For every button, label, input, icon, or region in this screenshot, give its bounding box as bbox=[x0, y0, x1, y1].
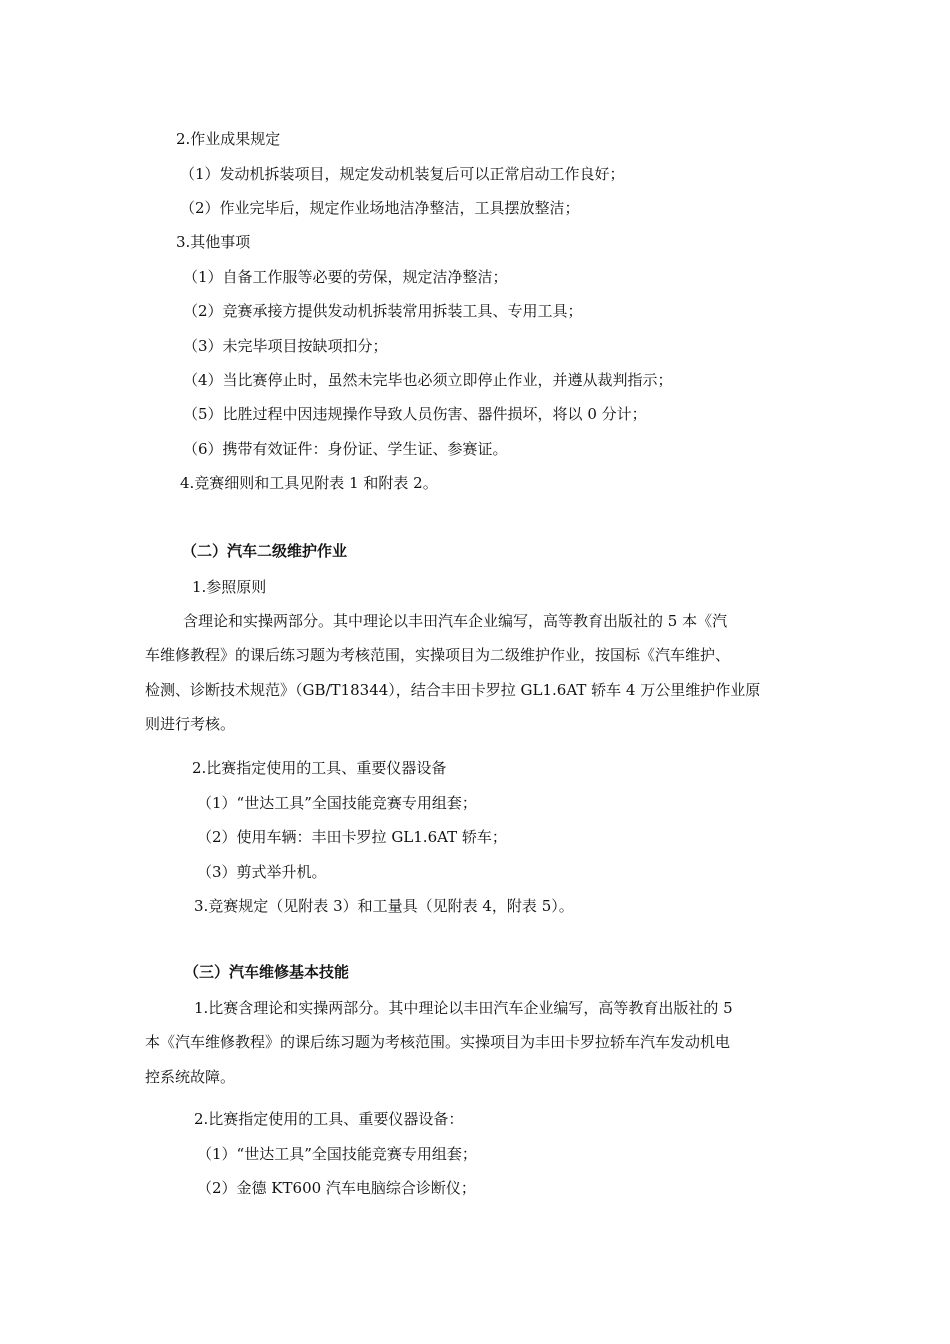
list-item: （6）携带有效证件：身份证、学生证、参赛证。 bbox=[183, 440, 508, 458]
item-title: 2.比赛指定使用的工具、重要仪器设备： bbox=[194, 1110, 464, 1128]
list-item: （2）作业完毕后，规定作业场地洁净整洁，工具摆放整洁； bbox=[180, 199, 580, 217]
list-item: （1）发动机拆装项目，规定发动机装复后可以正常启动工作良好； bbox=[180, 165, 625, 183]
item-title: 1.参照原则 bbox=[192, 578, 267, 596]
paragraph-line: 控系统故障。 bbox=[145, 1068, 236, 1086]
section-heading: （二）汽车二级维护作业 bbox=[182, 542, 348, 560]
paragraph-line: 本《汽车维修教程》的课后练习题为考核范围。实操项目为丰田卡罗拉轿车汽车发动机电 bbox=[145, 1033, 731, 1051]
list-item: （5）比胜过程中因违规操作导致人员伤害、器件损坏，将以 0 分计； bbox=[183, 405, 647, 423]
paragraph-line: 则进行考核。 bbox=[145, 715, 236, 733]
paragraph-line: 检测、诊断技术规范》（GB/T18344），结合丰田卡罗拉 GL1.6AT 轿车 4 万公里维护作业原 bbox=[145, 681, 761, 699]
list-item: （1）“世达工具”全国技能竞赛专用组套； bbox=[197, 1145, 477, 1163]
list-item: （4）当比赛停止时，虽然未完毕也必须立即停止作业，并遵从裁判指示； bbox=[183, 371, 673, 389]
list-item: （2）使用车辆：丰田卡罗拉 GL1.6AT 轿车； bbox=[197, 828, 507, 846]
item-text: 4.竞赛细则和工具见附表 1 和附表 2。 bbox=[180, 474, 438, 492]
item-title: 3.其他事项 bbox=[176, 233, 251, 251]
paragraph-line: 车维修教程》的课后练习题为考核范围，实操项目为二级维护作业，按国标《汽车维护、 bbox=[145, 646, 731, 664]
list-item: （1）自备工作服等必要的劳保，规定洁净整洁； bbox=[183, 268, 508, 286]
list-item: （3）剪式举升机。 bbox=[197, 863, 327, 881]
item-title: 2.作业成果规定 bbox=[176, 130, 281, 148]
item-text: 3.竞赛规定（见附表 3）和工量具（见附表 4，附表 5）。 bbox=[194, 897, 574, 915]
list-item: （1）“世达工具”全国技能竞赛专用组套； bbox=[197, 794, 477, 812]
list-item: （2）金德 KT600 汽车电脑综合诊断仪； bbox=[197, 1179, 476, 1197]
section-heading: （三）汽车维修基本技能 bbox=[184, 963, 350, 981]
paragraph-line: 1.比赛含理论和实操两部分。其中理论以丰田汽车企业编写，高等教育出版社的 5 bbox=[194, 999, 733, 1017]
item-title: 2.比赛指定使用的工具、重要仪器设备 bbox=[192, 759, 447, 777]
list-item: （3）未完毕项目按缺项扣分； bbox=[183, 337, 388, 355]
paragraph-line: 含理论和实操两部分。其中理论以丰田汽车企业编写，高等教育出版社的 5 本《汽 bbox=[183, 612, 728, 630]
list-item: （2）竞赛承接方提供发动机拆装常用拆装工具、专用工具； bbox=[183, 302, 583, 320]
